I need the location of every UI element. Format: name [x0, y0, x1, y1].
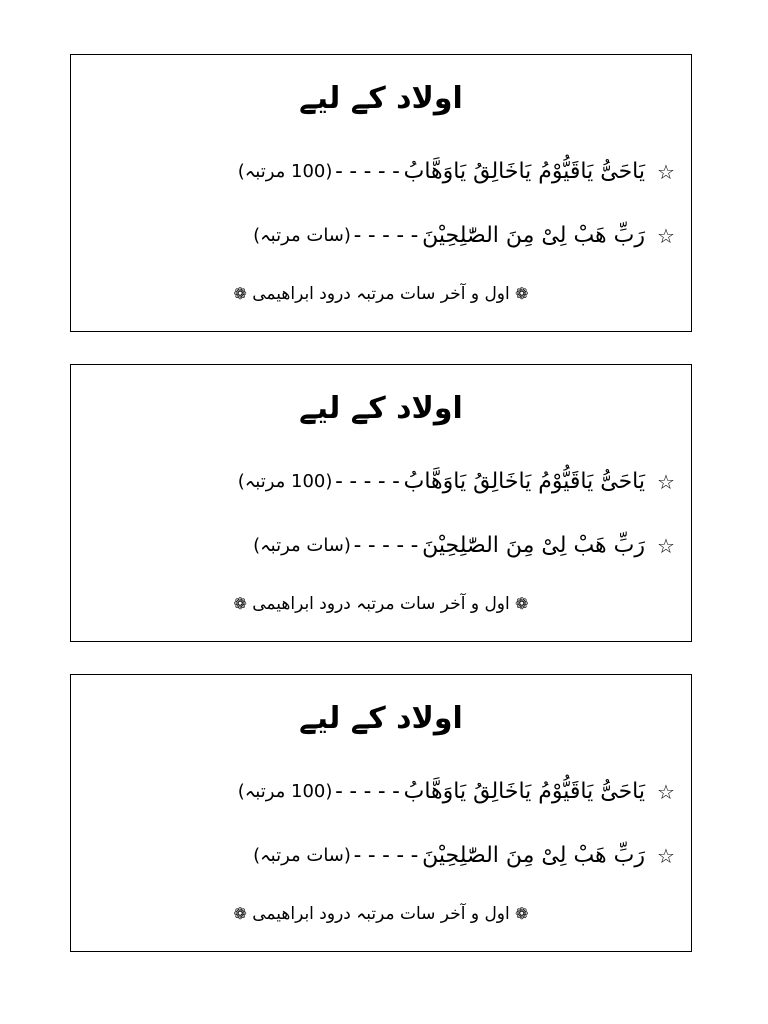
- floral-ornament-icon: ❁: [233, 904, 247, 923]
- dua-card-1: [70, 54, 692, 332]
- dashes: -----: [332, 159, 404, 184]
- dashes: -----: [350, 223, 423, 248]
- star-outline-icon: ☆: [657, 159, 675, 184]
- dua-line-2: [253, 223, 681, 248]
- footer-text: اول و آخر سات مرتبہ درود ابراھیمی: [252, 594, 510, 614]
- footer-note: [71, 593, 691, 614]
- dua-card-2: [70, 364, 692, 642]
- star-outline-icon: ☆: [657, 469, 675, 494]
- card-title: اولاد کے لیے: [299, 81, 463, 116]
- dashes: -----: [350, 843, 423, 868]
- star-outline-icon: ☆: [657, 533, 675, 558]
- floral-ornament-icon: ❁: [515, 284, 529, 303]
- dashes: -----: [332, 469, 404, 494]
- card-title: اولاد کے لیے: [299, 701, 463, 736]
- dua-line-1: [238, 779, 681, 804]
- footer-note: [71, 903, 691, 924]
- footer-text: اول و آخر سات مرتبہ درود ابراھیمی: [252, 904, 510, 924]
- repeat-count: (100 مرتبہ): [237, 471, 333, 492]
- dua-line-1: [238, 469, 681, 494]
- dashes: -----: [332, 779, 404, 804]
- footer-text: اول و آخر سات مرتبہ درود ابراھیمی: [252, 284, 510, 304]
- floral-ornament-icon: ❁: [233, 284, 247, 303]
- dua-line-1: [238, 159, 681, 184]
- dua-line-2: [253, 533, 681, 558]
- dua-text: یَاحَیُّ یَاقَیُّوْمُ یَاخَالِقُ یَاوَھَّابُ: [403, 159, 645, 184]
- footer-note: [71, 283, 691, 304]
- dua-card-3: [70, 674, 692, 952]
- repeat-count: (سات مرتبہ): [253, 535, 351, 556]
- star-outline-icon: ☆: [657, 223, 675, 248]
- dua-line-2: [253, 843, 681, 868]
- floral-ornament-icon: ❁: [233, 594, 247, 613]
- dua-text: یَاحَیُّ یَاقَیُّوْمُ یَاخَالِقُ یَاوَھَّابُ: [403, 779, 645, 804]
- repeat-count: (100 مرتبہ): [237, 781, 333, 802]
- dashes: -----: [350, 533, 423, 558]
- dua-text: رَبِّ ھَبْ لِیْ مِنَ الصّٰلِحِیْنَ: [422, 533, 645, 558]
- dua-text: یَاحَیُّ یَاقَیُّوْمُ یَاخَالِقُ یَاوَھَّابُ: [403, 469, 645, 494]
- star-outline-icon: ☆: [657, 843, 675, 868]
- repeat-count: (100 مرتبہ): [237, 161, 333, 182]
- repeat-count: (سات مرتبہ): [253, 225, 351, 246]
- dua-text: رَبِّ ھَبْ لِیْ مِنَ الصّٰلِحِیْنَ: [422, 223, 645, 248]
- card-title: اولاد کے لیے: [299, 391, 463, 426]
- floral-ornament-icon: ❁: [515, 594, 529, 613]
- dua-text: رَبِّ ھَبْ لِیْ مِنَ الصّٰلِحِیْنَ: [422, 843, 645, 868]
- repeat-count: (سات مرتبہ): [253, 845, 351, 866]
- floral-ornament-icon: ❁: [515, 904, 529, 923]
- star-outline-icon: ☆: [657, 779, 675, 804]
